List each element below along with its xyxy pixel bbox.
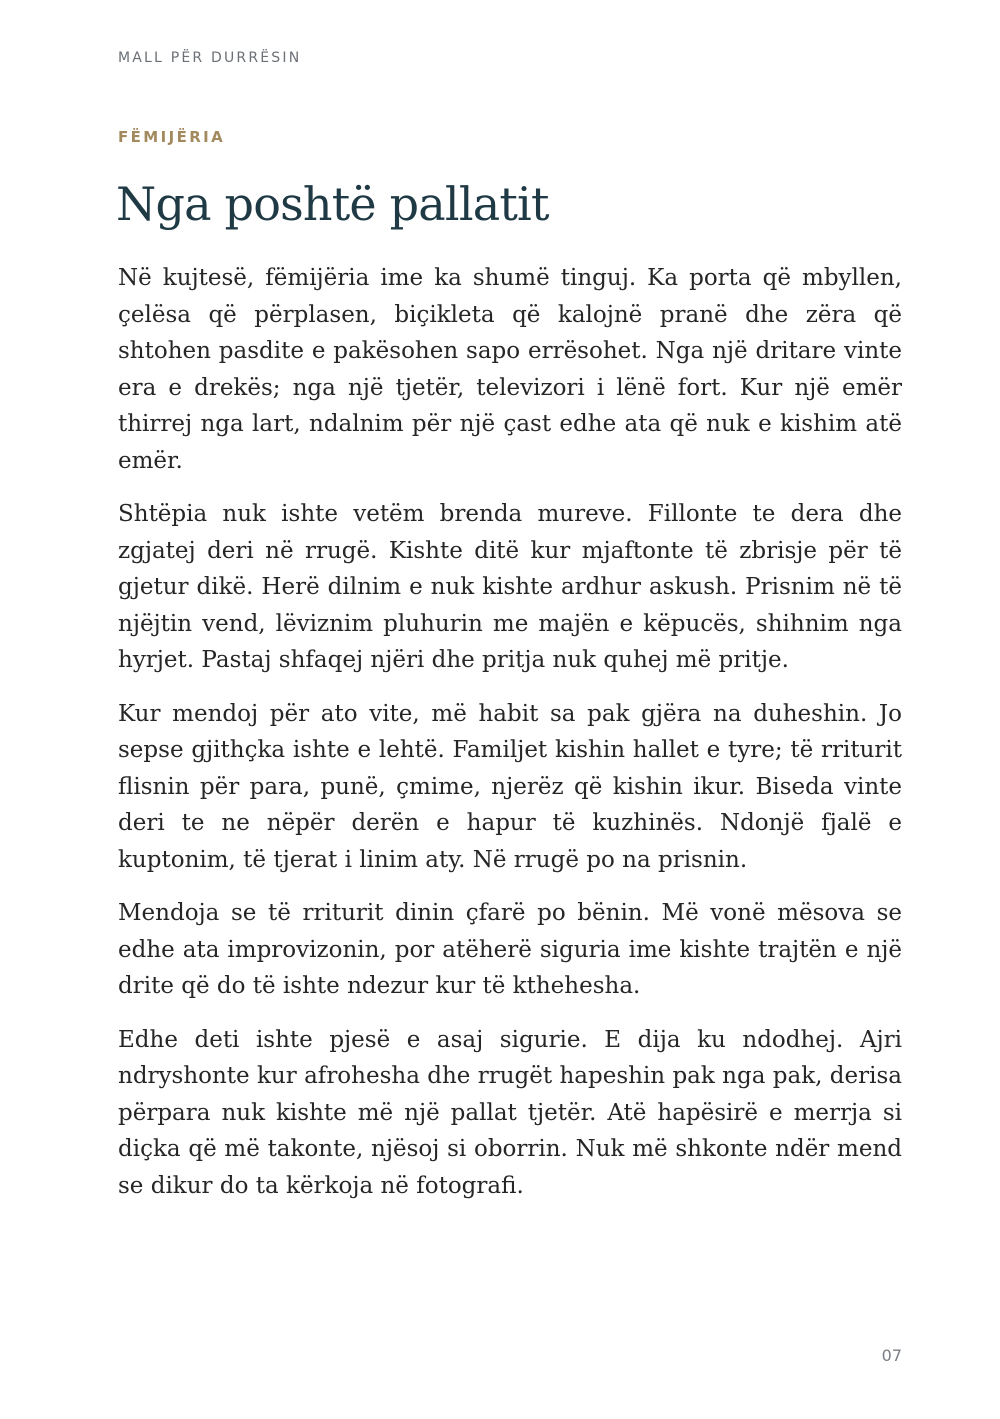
paragraph: Mendoja se të rriturit dinin çfarë po bënin. Më vonë mësova se edhe ata improvizonin, por atëherë siguria ime kishte trajtën e një drite që do të ishte ndezur kur të kthehesha. xyxy=(118,900,902,999)
page-number: 07 xyxy=(881,1346,902,1365)
paragraph: Edhe deti ishte pjesë e asaj sigurie. E dija ku ndodhej. Ajri ndryshonte kur afrohesha dhe rrugët hapeshin pak nga pak, derisa përpara nuk kishte më një pallat tjetër. Atë hapësirë e merrja si diçka që më takonte, njësoj si oborrin. Nuk më shkonte ndër mend se dikur do ta kërkoja në fotografi. xyxy=(118,1026,902,1199)
paragraph: Shtëpia nuk ishte vetëm brenda mureve. Fillonte te dera dhe zgjatej deri në rrugë. Kishte ditë kur mjaftonte të zbrisje për të gjetur dikë. Herë dilnim e nuk kishte ardhur askush. Prisnim në të njëjtin vend, lëviznim pluhurin me majën e këpucës, shihnim nga hyrjet. Pastaj shfaqej njëri dhe pritja nuk quhej më pritje. xyxy=(118,501,902,673)
section-label: FËMIJËRIA xyxy=(118,128,226,146)
chapter-title: Nga poshtë pallatit xyxy=(116,177,549,231)
body-text xyxy=(118,260,902,1221)
paragraph: Kur mendoj për ato vite, më habit sa pak gjëra na duheshin. Jo sepse gjithçka ishte e lehtë. Familjet kishin hallet e tyre; të rriturit flisnin për para, punë, çmime, njerëz që kishin ikur. Biseda vinte deri te ne nëpër derën e hapur të kuzhinës. Ndonjë fjalë e kuptonim, të tjerat i linim aty. Në rrugë po na prisnin. xyxy=(118,700,902,873)
running-header: MALL PËR DURRËSIN xyxy=(118,50,302,66)
paragraph: Në kujtesë, fëmijëria ime ka shumë tinguj. Ka porta që mbyllen, çelësa që përplasen, biçikleta që kalojnë pranë dhe zëra që shtohen pasdite e pakësohen sapo errësohet. Nga një dritare vinte era e drekës; nga një tjetër, televizori i lënë fort. Kur një emër thirrej nga lart, ndalnim për një çast edhe ata që nuk e kishim atë emër. xyxy=(118,265,902,474)
